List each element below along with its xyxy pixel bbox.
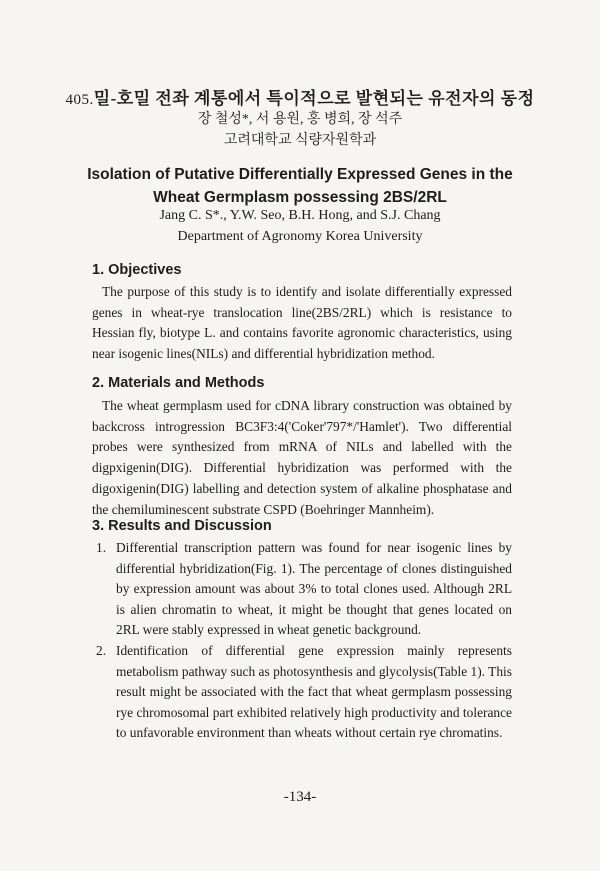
list-item	[96, 538, 512, 641]
methods-paragraph: The wheat germplasm used for cDNA library construction was obtained by backcross introgression BC3F3:4('Coker'797*/'Hamlet'). Two differential probes were synthesized from mRNA of NILs and labelled with the digpxigenin(DIG). Differential hybridization was performed with the digoxigenin(DIG) labelling and detection system of alkaline phosphatase and the chemiluminescent substrate CSPD (Boehringer Mannheim).	[92, 398, 512, 517]
english-title-line-1: Isolation of Putative Differentially Expressed Genes in the	[87, 166, 513, 183]
list-item-number: 1.	[96, 540, 107, 555]
page-number: -134-	[283, 789, 317, 805]
korean-affiliation: 고려대학교 식량자원학과	[223, 133, 377, 148]
korean-title-text: 밀-호밀 전좌 계통에서 특이적으로 발현되는 유전자의 동정	[93, 89, 535, 108]
objectives-heading: 1. Objectives	[92, 262, 182, 278]
english-affiliation: Department of Agronomy Korea University	[177, 229, 423, 244]
english-title	[40, 163, 560, 209]
list-item-text: Differential transcription pattern was found for near isogenic lines by differential hybridization(Fig. 1). The percentage of clones distinguished by expression amount was about 3% to total clones used. Although 2RL is alien chromatin to wheat, it might be thought that genes located on 2RL were stably expressed in wheat genetic background.	[116, 540, 512, 638]
korean-authors: 장 철성*, 서 용원, 홍 병희, 장 석주	[197, 112, 403, 127]
korean-title	[0, 84, 600, 109]
english-title-line-2: Wheat Germplasm possessing 2BS/2RL	[153, 189, 447, 206]
results-list	[96, 538, 512, 744]
list-item-text: Identification of differential gene expression mainly represents metabolism pathway such as photosynthesis and glycolysis(Table 1). This result might be associated with the fact that wheat germplasm possessing rye chromosomal part exhibited relatively high productivity and tolerance to unfavorable environment than wheats without certain rye chromatins.	[116, 642, 512, 741]
english-authors: Jang C. S*., Y.W. Seo, B.H. Hong, and S.J. Chang	[159, 208, 441, 223]
methods-heading: 2. Materials and Methods	[92, 375, 265, 391]
abstract-number: 405.	[65, 92, 94, 108]
objectives-paragraph: The purpose of this study is to identify and isolate differentially expressed genes in wheat-rye translocation line(2BS/2RL) which is resistance to Hessian fly, biotype L. and contains favorite agronomic characteristics, using near isogenic lines(NILs) and differential hybridization method.	[92, 284, 512, 362]
results-heading: 3. Results and Discussion	[92, 518, 272, 534]
list-item	[96, 641, 512, 744]
list-item-number: 2.	[96, 642, 107, 658]
